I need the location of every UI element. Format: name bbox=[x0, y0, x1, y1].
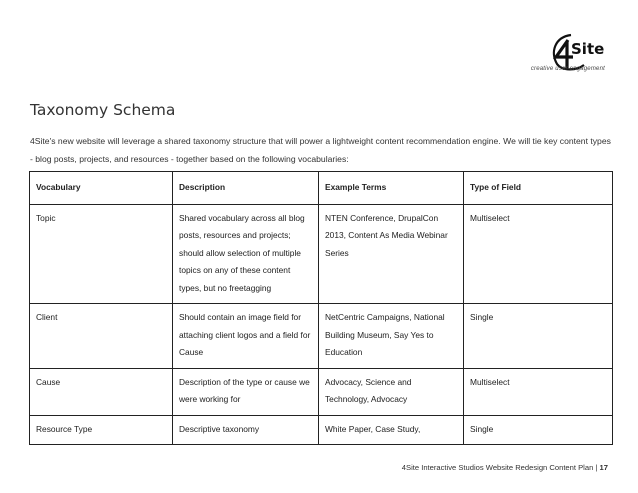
cell-type-of-field: Single bbox=[464, 304, 613, 369]
footer-separator: | bbox=[595, 463, 598, 472]
cell-example-terms: NTEN Conference, DrupalCon 2013, Content As Media Webinar Series bbox=[319, 204, 464, 304]
svg-text:Site: Site bbox=[571, 40, 605, 58]
cell-vocabulary: Client bbox=[30, 304, 173, 369]
page-footer bbox=[402, 463, 608, 472]
cell-description: Descriptive taxonomy bbox=[173, 415, 319, 445]
header-description: Description bbox=[173, 172, 319, 205]
cell-vocabulary: Topic bbox=[30, 204, 173, 304]
cell-example-terms: White Paper, Case Study, bbox=[319, 415, 464, 445]
table-row bbox=[30, 368, 613, 415]
page-title: Taxonomy Schema bbox=[30, 101, 176, 119]
table-row bbox=[30, 204, 613, 304]
intro-paragraph: 4Site's new website will leverage a shared taxonomy structure that will power a lightweight content recommendation engine. We will tie key content types - blog posts, projects, and resources - together based on the following vocabularies: bbox=[30, 136, 611, 164]
cell-example-terms: Advocacy, Science and Technology, Advocacy bbox=[319, 368, 464, 415]
cell-description: Description of the type or cause we were working for bbox=[173, 368, 319, 415]
footer-doc-title: 4Site Interactive Studios Website Redesign Content Plan bbox=[401, 463, 594, 472]
cell-example-terms: NetCentric Campaigns, National Building Museum, Say Yes to Education bbox=[319, 304, 464, 369]
table-row bbox=[30, 415, 613, 445]
cell-type-of-field: Multiselect bbox=[464, 368, 613, 415]
page-number: 17 bbox=[599, 463, 608, 472]
header-example-terms: Example Terms bbox=[319, 172, 464, 205]
cell-description: Should contain an image field for attaching client logos and a field for Cause bbox=[173, 304, 319, 369]
cell-type-of-field: Multiselect bbox=[464, 204, 613, 304]
header-vocabulary: Vocabulary bbox=[30, 172, 173, 205]
table-header-row bbox=[30, 172, 613, 205]
taxonomy-table bbox=[29, 171, 613, 445]
table-row bbox=[30, 304, 613, 369]
cell-type-of-field: Single bbox=[464, 415, 613, 445]
cell-vocabulary: Resource Type bbox=[30, 415, 173, 445]
cell-description: Shared vocabulary across all blog posts, resources and projects; should allow selection of multiple topics on any of these content types, but no freetagging bbox=[173, 204, 319, 304]
cell-vocabulary: Cause bbox=[30, 368, 173, 415]
header-type-of-field: Type of Field bbox=[464, 172, 613, 205]
brand-tagline: creative user engagement bbox=[530, 66, 605, 72]
